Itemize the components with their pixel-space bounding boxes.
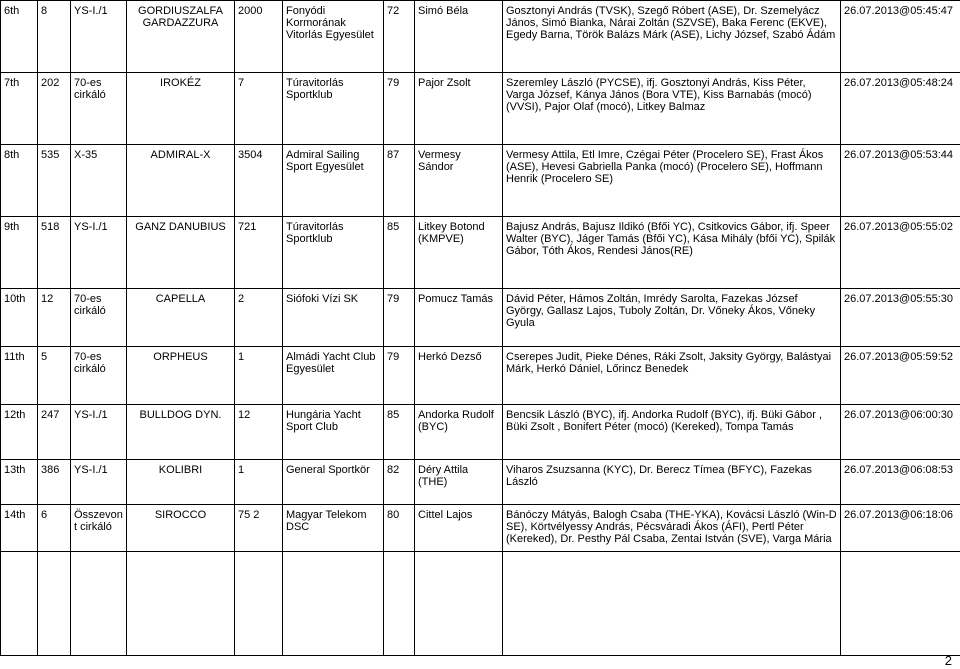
- ys-number-cell: [384, 552, 415, 656]
- skipper-cell: Cittel Lajos: [415, 505, 503, 552]
- skipper-cell: Herkó Dezső: [415, 347, 503, 405]
- boat-number-cell: 1: [235, 460, 283, 505]
- place-cell: 11th: [1, 347, 38, 405]
- boat-name-cell: SIROCCO: [127, 505, 235, 552]
- place-cell: 8th: [1, 145, 38, 217]
- boat-name-cell: IROKÉZ: [127, 73, 235, 145]
- crew-cell: Bencsik László (BYC), ifj. Andorka Rudolf (BYC), ifj. Büki Gábor , Büki Zsolt , Bonifert Péter (mocó) (Kereked), Tompa Tamás: [503, 405, 841, 460]
- finish-time-cell: 26.07.2013@05:53:44: [841, 145, 960, 217]
- boat-number-cell: 721: [235, 217, 283, 289]
- boat-number-cell: 1: [235, 347, 283, 405]
- place-cell: 6th: [1, 1, 38, 73]
- skipper-cell: Pajor Zsolt: [415, 73, 503, 145]
- club-cell: Almádi Yacht Club Egyesület: [283, 347, 384, 405]
- club-cell: Siófoki Vízi SK: [283, 289, 384, 347]
- finish-time-cell: 26.07.2013@05:45:47: [841, 1, 960, 73]
- crew-cell: Viharos Zsuzsanna (KYC), Dr. Berecz Tímea (BFYC), Fazekas László: [503, 460, 841, 505]
- finish-time-cell: [841, 552, 960, 656]
- table-row: [1, 347, 960, 405]
- ys-number-cell: 79: [384, 347, 415, 405]
- boat-name-cell: BULLDOG DYN.: [127, 405, 235, 460]
- boat-name-cell: CAPELLA: [127, 289, 235, 347]
- finish-time-cell: 26.07.2013@06:00:30: [841, 405, 960, 460]
- place-cell: 7th: [1, 73, 38, 145]
- skipper-cell: Déry Attila (THE): [415, 460, 503, 505]
- boat-number-cell: 75 2: [235, 505, 283, 552]
- class-cell: Összevont cirkáló: [71, 505, 127, 552]
- ys-number-cell: 72: [384, 1, 415, 73]
- finish-time-cell: 26.07.2013@05:59:52: [841, 347, 960, 405]
- crew-cell: [503, 552, 841, 656]
- crew-cell: Bajusz András, Bajusz Ildikó (Bfői YC), Csitkovics Gábor, ifj. Speer Walter (BYC), Jáger Tamás (Bfői YC), Kása Mihály (bfői YC), Spilák Gábor, Tóth Ákos, Rendesi János(RE): [503, 217, 841, 289]
- crew-cell: Szeremley László (PYCSE), ifj. Gosztonyi András, Kiss Péter, Varga József, Kánya János (Bora VTE), Kiss Barnabás (mocó) (VVSI), Pajor Olaf (mocó), Litkey Balmaz: [503, 73, 841, 145]
- class-cell: 70-es cirkáló: [71, 289, 127, 347]
- skipper-cell: Litkey Botond (KMPVE): [415, 217, 503, 289]
- table-row: [1, 289, 960, 347]
- ys-number-cell: 85: [384, 405, 415, 460]
- sail-number-cell: 8: [38, 1, 71, 73]
- ys-number-cell: 82: [384, 460, 415, 505]
- boat-name-cell: GORDIUSZALFA GARDAZZURA: [127, 1, 235, 73]
- place-cell: 14th: [1, 505, 38, 552]
- results-body: [1, 1, 960, 656]
- table-row: [1, 505, 960, 552]
- boat-number-cell: [235, 552, 283, 656]
- boat-number-cell: 2000: [235, 1, 283, 73]
- crew-cell: Cserepes Judit, Pieke Dénes, Ráki Zsolt, Jaksity György, Balástyai Márk, Herkó Dániel, Lőrincz Benedek: [503, 347, 841, 405]
- skipper-cell: Andorka Rudolf (BYC): [415, 405, 503, 460]
- place-cell: 9th: [1, 217, 38, 289]
- ys-number-cell: 87: [384, 145, 415, 217]
- place-cell: 12th: [1, 405, 38, 460]
- boat-name-cell: ORPHEUS: [127, 347, 235, 405]
- table-row: [1, 73, 960, 145]
- table-row: [1, 145, 960, 217]
- sail-number-cell: 202: [38, 73, 71, 145]
- sail-number-cell: [38, 552, 71, 656]
- place-cell: 13th: [1, 460, 38, 505]
- table-row: [1, 460, 960, 505]
- skipper-cell: Vermesy Sándor: [415, 145, 503, 217]
- boat-name-cell: ADMIRAL-X: [127, 145, 235, 217]
- sail-number-cell: 5: [38, 347, 71, 405]
- club-cell: Magyar Telekom DSC: [283, 505, 384, 552]
- club-cell: Admiral Sailing Sport Egyesület: [283, 145, 384, 217]
- crew-cell: Vermesy Attila, Etl Imre, Czégai Péter (Procelero SE), Frast Ákos (ASE), Hevesi Gabriella Panka (mocó) (Procelero SE), Hoffmann Henrik (Procelero SE): [503, 145, 841, 217]
- boat-name-cell: KOLIBRI: [127, 460, 235, 505]
- boat-name-cell: GANZ DANUBIUS: [127, 217, 235, 289]
- class-cell: [71, 552, 127, 656]
- class-cell: YS-I./1: [71, 1, 127, 73]
- ys-number-cell: 79: [384, 289, 415, 347]
- finish-time-cell: 26.07.2013@06:18:06: [841, 505, 960, 552]
- finish-time-cell: 26.07.2013@05:55:30: [841, 289, 960, 347]
- table-row: [1, 552, 960, 656]
- sail-number-cell: 386: [38, 460, 71, 505]
- place-cell: 10th: [1, 289, 38, 347]
- club-cell: General Sportkör: [283, 460, 384, 505]
- club-cell: Hungária Yacht Sport Club: [283, 405, 384, 460]
- club-cell: Túravitorlás Sportklub: [283, 217, 384, 289]
- boat-number-cell: 2: [235, 289, 283, 347]
- page-number: 2: [944, 653, 952, 668]
- crew-cell: Bánóczy Mátyás, Balogh Csaba (THE-YKA), Kovácsi László (Win-D SE), Körtvélyessy András, Pécsváradi Ákos (ÁFI), Pertl Péter (Kereked), Dr. Pesthy Pál Csaba, Zentai István (SVE), Varga Mária: [503, 505, 841, 552]
- skipper-cell: [415, 552, 503, 656]
- class-cell: 70-es cirkáló: [71, 73, 127, 145]
- crew-cell: Gosztonyi András (TVSK), Szegő Róbert (ASE), Dr. Szemelyácz János, Simó Bianka, Nárai Zoltán (SZVSE), Baka Ferenc (EKVE), Egedy Barna, Török Balázs Márk (ASE), Lichy József, Szabó Ádám: [503, 1, 841, 73]
- boat-number-cell: 7: [235, 73, 283, 145]
- club-cell: Fonyódi Kormorának Vitorlás Egyesület: [283, 1, 384, 73]
- table-row: [1, 405, 960, 460]
- boat-number-cell: 12: [235, 405, 283, 460]
- sail-number-cell: 518: [38, 217, 71, 289]
- skipper-cell: Simó Béla: [415, 1, 503, 73]
- finish-time-cell: 26.07.2013@05:48:24: [841, 73, 960, 145]
- crew-cell: Dávid Péter, Hámos Zoltán, Imrédy Sarolta, Fazekas József György, Gallasz Lajos, Tuboly Zoltán, Dr. Vőneky Ákos, Vőneky Gyula: [503, 289, 841, 347]
- finish-time-cell: 26.07.2013@06:08:53: [841, 460, 960, 505]
- club-cell: Túravitorlás Sportklub: [283, 73, 384, 145]
- sail-number-cell: 247: [38, 405, 71, 460]
- ys-number-cell: 80: [384, 505, 415, 552]
- class-cell: YS-I./1: [71, 405, 127, 460]
- ys-number-cell: 79: [384, 73, 415, 145]
- class-cell: YS-I./1: [71, 217, 127, 289]
- skipper-cell: Pomucz Tamás: [415, 289, 503, 347]
- sail-number-cell: 12: [38, 289, 71, 347]
- boat-number-cell: 3504: [235, 145, 283, 217]
- sail-number-cell: 6: [38, 505, 71, 552]
- class-cell: X-35: [71, 145, 127, 217]
- ys-number-cell: 85: [384, 217, 415, 289]
- boat-name-cell: [127, 552, 235, 656]
- club-cell: [283, 552, 384, 656]
- class-cell: 70-es cirkáló: [71, 347, 127, 405]
- table-row: [1, 217, 960, 289]
- class-cell: YS-I./1: [71, 460, 127, 505]
- sail-number-cell: 535: [38, 145, 71, 217]
- finish-time-cell: 26.07.2013@05:55:02: [841, 217, 960, 289]
- table-row: [1, 1, 960, 73]
- place-cell: [1, 552, 38, 656]
